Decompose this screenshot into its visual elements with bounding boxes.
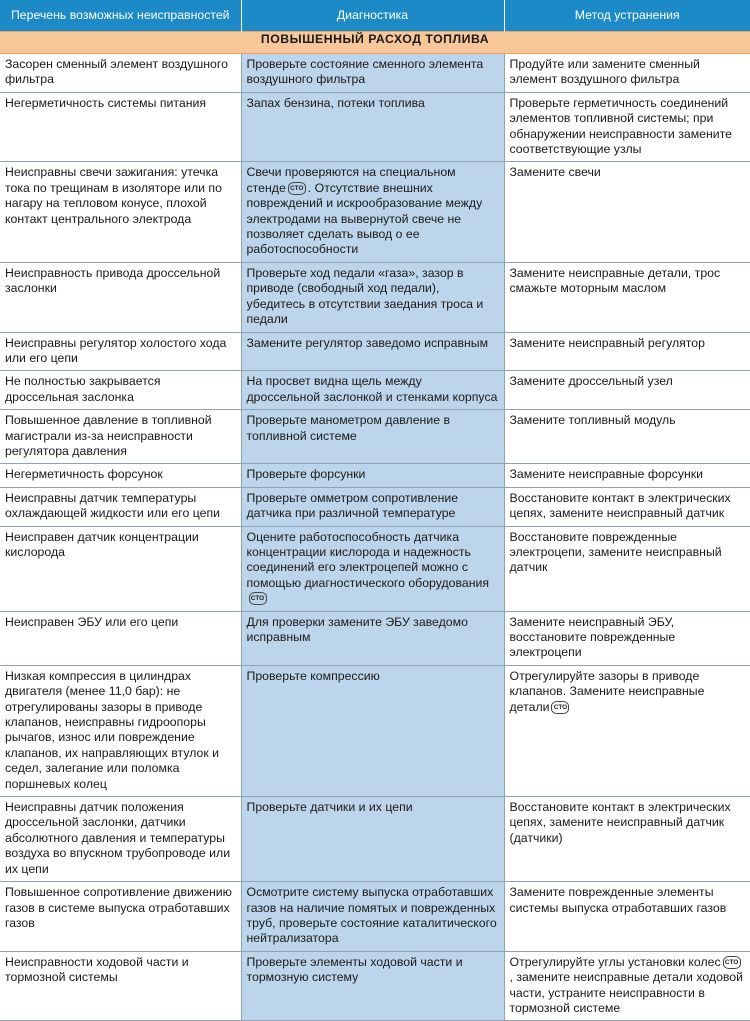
remedy-cell: Продуйте или замените сменный элемент воздушного фильтра (504, 54, 750, 93)
remedy-cell: Замените неисправные детали, трос смажьте моторным маслом (504, 262, 750, 332)
table-row (0, 526, 750, 611)
remedy-cell: Восстановите контакт в электрических цепях, замените неисправный датчик (датчики) (504, 797, 750, 882)
diagnostic-cell: Проверьте манометром давление в топливной системе (241, 410, 504, 464)
fault-cell: Низкая компрессия в цилиндрах двигателя (менее 11,0 бар): не отрегулированы зазоры в приводе клапанов, неисправны гидроопоры рычагов, износ или повреждение клапанов, их направляющих втулок и седел, залегание или поломка поршневых колец (0, 665, 241, 796)
section-title: ПОВЫШЕННЫЙ РАСХОД ТОПЛИВА (0, 32, 750, 54)
fault-cell: Повышенное давление в топливной магистрали из-за неисправности регулятора давления (0, 410, 241, 464)
remedy-cell: Замените неисправные форсунки (504, 464, 750, 487)
fault-cell: Неисправны датчик положения дроссельной заслонки, датчики абсолютного давления и температуры воздуха во впускном трубопроводе или их цепи (0, 797, 241, 882)
header-row (0, 0, 750, 32)
remedy-text: Отрегулируйте зазоры в приводе клапанов. Замените неисправные детали (509, 668, 705, 714)
remedy-cell: Замените поврежденные элементы системы выпуска отработавших газов (504, 882, 750, 952)
table-row (0, 951, 750, 1021)
table-row (0, 54, 750, 93)
table-row (0, 332, 750, 371)
table-row (0, 92, 750, 162)
fault-cell: Неисправен ЭБУ или его цепи (0, 611, 241, 665)
diagnostic-cell: Проверьте компрессию (241, 665, 504, 796)
section-row (0, 32, 750, 54)
table-row (0, 487, 750, 526)
remedy-cell (504, 951, 750, 1021)
table-row (0, 882, 750, 952)
diagnostic-cell: Проверьте состояние сменного элемента воздушного фильтра (241, 54, 504, 93)
diagnostic-cell: Замените регулятор заведомо исправным (241, 332, 504, 371)
fault-cell: Неисправен датчик концентрации кислорода (0, 526, 241, 611)
remedy-cell: Замените топливный модуль (504, 410, 750, 464)
fault-cell: Неисправны свечи зажигания: утечка тока по трещинам в изоляторе или по нагару на тепловом конусе, плохой контакт центрального электрода (0, 162, 241, 262)
sto-service-icon: СТО (551, 701, 569, 714)
diagnostic-cell: Запах бензина, потеки топлива (241, 92, 504, 162)
sto-service-icon: СТО (249, 592, 267, 605)
header-faults: Перечень возможных неисправностей (0, 0, 241, 32)
remedy-cell: Восстановите контакт в электрических цепях, замените неисправный датчик (504, 487, 750, 526)
diagnostic-text: . Отсутствие внешних повреждений и искрообразование между электродами на вывернутой свече не позволяет сделать вывод о ее работоспособности (246, 180, 483, 257)
fault-cell: Неисправности ходовой части и тормозной системы (0, 951, 241, 1021)
remedy-cell (504, 665, 750, 796)
diagnostic-cell: Проверьте омметром сопротивление датчика при различной температуре (241, 487, 504, 526)
fault-cell: Повышенное сопротивление движению газов в системе выпуска отработавших газов (0, 882, 241, 952)
diagnostic-cell (241, 526, 504, 611)
table-row (0, 162, 750, 262)
table-row (0, 464, 750, 487)
remedy-text: Отрегулируйте углы установки колес (509, 954, 721, 969)
fault-cell: Негерметичность форсунок (0, 464, 241, 487)
sto-service-icon: СТО (288, 182, 306, 195)
diagnostic-cell: Проверьте датчики и их цепи (241, 797, 504, 882)
fault-cell: Не полностью закрывается дроссельная заслонка (0, 371, 241, 410)
table-row (0, 410, 750, 464)
diagnostic-cell: Проверьте ход педали «газа», зазор в приводе (свободный ход педали), убедитесь в отсутствии заедания троса и педали (241, 262, 504, 332)
remedy-cell: Замените неисправный ЭБУ, восстановите поврежденные электроцепи (504, 611, 750, 665)
fault-cell: Неисправны датчик температуры охлаждающей жидкости или его цепи (0, 487, 241, 526)
remedy-cell: Замените свечи (504, 162, 750, 262)
table-row (0, 371, 750, 410)
header-remedy: Метод устранения (504, 0, 750, 32)
diagnostic-text: Оцените работоспособность датчика концентрации кислорода и надежность соединений его электроцепей можно с помощью диагностического оборудования (246, 529, 490, 590)
diagnostic-cell: На просвет видна щель между дроссельной заслонкой и стенками корпуса (241, 371, 504, 410)
diagnostic-cell: Проверьте форсунки (241, 464, 504, 487)
header-diagnostics: Диагностика (241, 0, 504, 32)
diagnostic-cell: Проверьте элементы ходовой части и тормозную систему (241, 951, 504, 1021)
sto-service-icon: СТО (723, 956, 741, 969)
fault-cell: Неисправны регулятор холостого хода или его цепи (0, 332, 241, 371)
fault-cell: Засорен сменный элемент воздушного фильтра (0, 54, 241, 93)
diagnostic-cell: Осмотрите систему выпуска отработавших газов на наличие помятых и поврежденных труб, проверьте состояние каталитического нейтрализатора (241, 882, 504, 952)
diagnostic-cell: Для проверки замените ЭБУ заведомо исправным (241, 611, 504, 665)
remedy-cell: Восстановите поврежденные электроцепи, замените неисправный датчик (504, 526, 750, 611)
table-row (0, 262, 750, 332)
fault-cell: Неисправность привода дроссельной заслонки (0, 262, 241, 332)
remedy-cell: Замените дроссельный узел (504, 371, 750, 410)
table-row (0, 611, 750, 665)
table-row (0, 665, 750, 796)
table-row (0, 797, 750, 882)
diagnostic-cell (241, 162, 504, 262)
remedy-cell: Замените неисправный регулятор (504, 332, 750, 371)
fault-cell: Негерметичность системы питания (0, 92, 241, 162)
remedy-text: , замените неисправные детали ходовой части, устраните неисправности в тормозной системе (509, 970, 744, 1015)
diagnostic-text: Свечи проверяются на специальном стенде (246, 165, 456, 195)
remedy-cell: Проверьте герметичность соединений элементов топливной системы; при обнаружении неисправности замените соответствующие узлы (504, 92, 750, 162)
